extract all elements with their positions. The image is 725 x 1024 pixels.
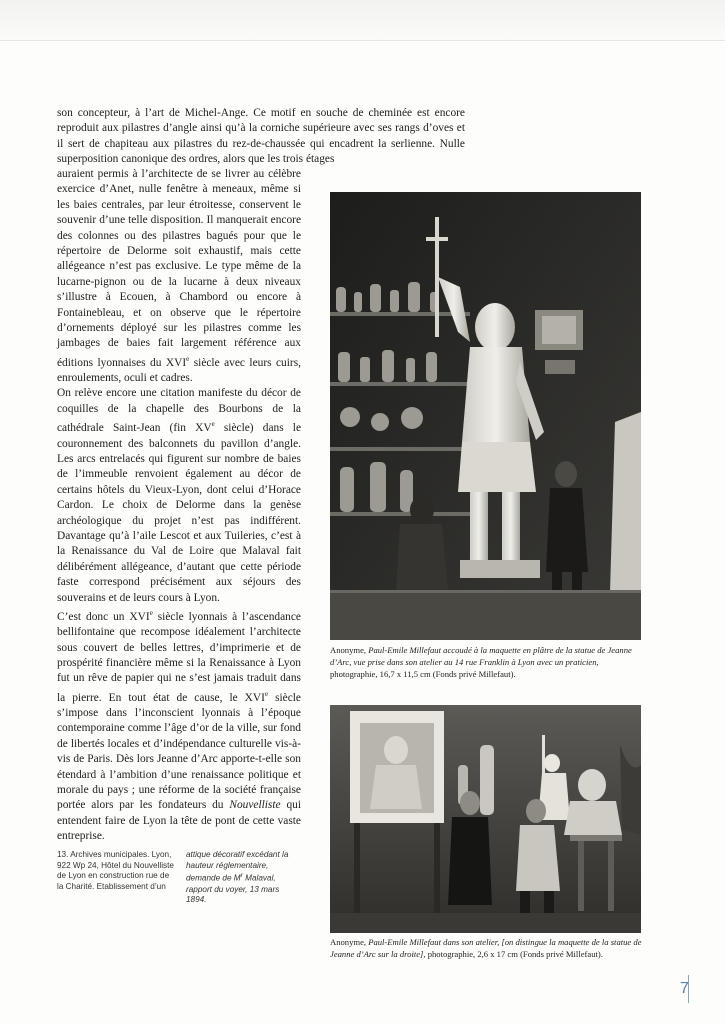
paragraph-3-part-c: siècle s’impose dans l’inconscient lyonnais à l’époque contemporaine comme l’âge d’or de la ville, sur fond de libertés locales et d’indépendance culturelle vis-à-vis de Paris. Dès lors Jeanne d’Arc apporte-t-elle son étendard à l’ambition d’une renaissance politique et morale du pays ; une réforme de la société française portée alors par les fondateurs du — [57, 691, 301, 812]
footnote-superscript: r — [240, 872, 243, 880]
paragraph-1-tail: siècle avec leurs cuirs, enroulements, oculi et cadres. — [57, 356, 301, 385]
century-superscript: e — [186, 354, 190, 363]
footnote-13-continued — [186, 850, 298, 906]
century-superscript: e — [264, 689, 269, 698]
body-column — [57, 167, 301, 845]
intro-paragraph: son concepteur, à l’art de Michel-Ange. Ce motif en souche de cheminée est encore reproduit aux pilastres d’angle ainsi qu’à la corniche supérieure avec ses rangs d’oves et il sert de chapiteau aux pilastres du rez-de-chaussée qui encadrent la serlienne. Nulle superposition canonique des ordres, alors que les trois étages — [57, 107, 465, 166]
caption-author: Anonyme, — [330, 937, 369, 947]
footnote-text-b: Malaval, rapport du voyer, 13 mars 1894. — [186, 873, 280, 905]
photo-2-caption — [330, 936, 642, 960]
century-superscript: e — [149, 608, 153, 617]
column-paragraph-1 — [57, 167, 301, 386]
paragraph-3-part-b: siècle lyonnais à l’ascendance bellifontaine que recompose idéalement l’architecte sous couvert de belles lettres, d’imprimerie et de prospérité financière même si la Renaissance à Lyon fut un rêve de papier qui ne s’est jamais traduit dans la pierre. En tout état de cause, le XVI — [57, 610, 301, 704]
paragraph-3-part-a: C’est donc un XVI — [57, 610, 150, 623]
footnote-13: 13. Archives municipales. Lyon, 922 Wp 24, Hôtel du Nouvelliste de Lyon en construction rue de la Charité. Etablissement d’un — [57, 850, 174, 891]
century-superscript: e — [211, 420, 215, 429]
caption-details: , photographie, 16,7 x 11,5 cm (Fonds privé Millefaut). — [330, 657, 599, 679]
photo-joan-of-arc-model — [330, 192, 641, 640]
paragraph-2-tail: siècle) dans le couronnement des balconnets du pavillon d’angle. Les arcs entrelacés qui figurent sur nombre de baies de l’immeuble renvoient également au décor de certains hôtels du Vieux-Lyon, dont celui d’Horace Cardon. Le choix de Delorme dans la genèse archéologique du projet n’est pas indifférent. Davantage qu’à l’aile Lescot et aux Tuileries, c’est à la Renaissance du Val de Loire que Malaval fait délibérément allégeance, d’autant que cette période faste correspond précisément aux séjours des souverains et de leurs cours à Lyon. — [57, 422, 301, 604]
paragraph-2-text: On relève encore une citation manifeste du décor de coquilles de la chapelle des Bourbons de la cathédrale Saint-Jean (fin XV — [57, 387, 301, 435]
paragraph-1-text: auraient permis à l’architecte de se livrer au célèbre exercice d’Anet, nulle fenêtre à meneaux, même si les baies centrales, par leur étroitesse, conservent le souvenir d’une telle disposition. Il manquerait encore des colonnes ou des pilastres bagués pour que le répertoire de Delorme soit exhaustif, mais cette allégeance n’est pas exclusive. Le type même de la lucarne-pignon ou de la lucarne à deux niveaux s’illustre à Ecouen, à Chambord ou encore à Fontainebleau, et on observe que le répertoire d’ornements déployé sur les pilastres comme les jambages de baies fait largement référence aux éditions lyonnaises du XVI — [57, 168, 301, 369]
column-paragraph-2 — [57, 386, 301, 605]
caption-author: Anonyme, — [330, 645, 369, 655]
caption-title: Paul-Emile Millefaut accoudé à la maquette en plâtre de la statue de Jeanne d’Arc, vue prise dans son atelier au 14 rue Franklin à Lyon avec un praticien — [330, 645, 632, 667]
paragraph-3-part-d: qui entendent faire de Lyon la tête de pont de cette vaste entreprise. — [57, 799, 301, 843]
caption-title: Paul-Emile Millefaut dans son atelier, [on distingue la maquette de la statue de Jeanne d’Arc sur la droite] — [330, 937, 642, 959]
footnote-text-a: attique décoratif excédant la hauteur réglementaire, demande de M — [186, 850, 289, 883]
photo-1-caption — [330, 644, 640, 680]
caption-details: , photographie, 2,6 x 17 cm (Fonds privé Millefaut). — [423, 949, 603, 959]
newspaper-title: Nouvelliste — [229, 799, 281, 812]
photo-workshop — [330, 705, 641, 933]
page-number: 7 — [680, 980, 689, 997]
column-paragraph-3 — [57, 606, 301, 845]
